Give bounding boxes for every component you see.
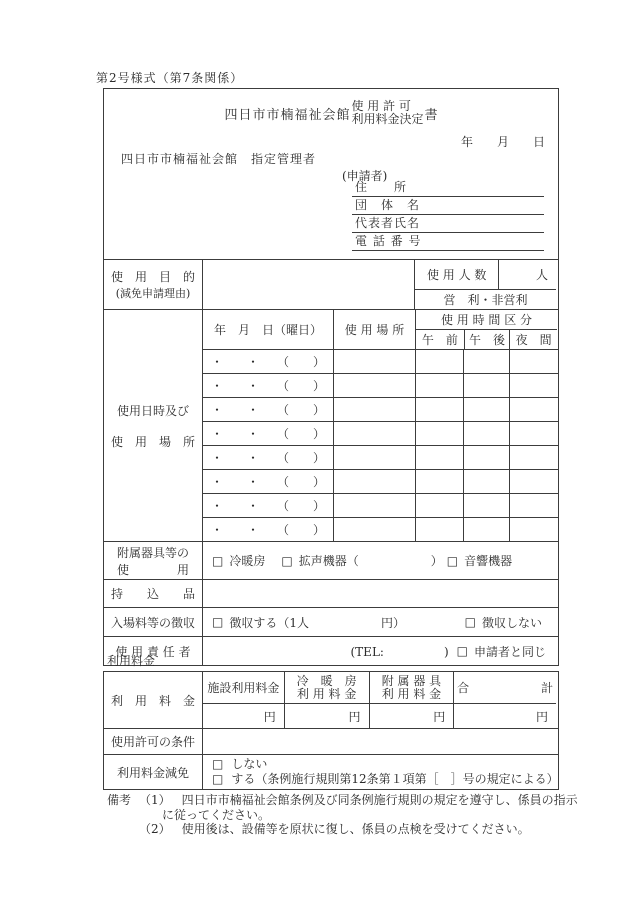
- date-col-header: 年 月 日（曜日）: [213, 323, 322, 337]
- date-input-cell[interactable]: ・ ・ （ ）: [210, 499, 325, 513]
- admission-header: 入場料等の徴収: [110, 615, 195, 630]
- usage-date-row: [203, 469, 558, 493]
- hvac-option: [212, 552, 265, 569]
- time-col-header: [415, 310, 557, 349]
- not-collect-label: 徴収しない: [481, 615, 542, 630]
- bring-in-header: 持 込 品: [110, 587, 195, 601]
- title-line-fee: 利用料金決定: [351, 112, 424, 126]
- loudspeaker-label: 拡声機器（ ）: [298, 554, 443, 568]
- remark-1-number: （1）: [139, 793, 171, 807]
- reduction-yes-label: する（条例施行規則第12条第１項第［ ］号の規定による）: [231, 772, 559, 786]
- reduction-yes-checkbox-icon[interactable]: □: [212, 772, 224, 786]
- bring-in-input-cell[interactable]: [202, 580, 556, 607]
- collect-label: 徴収する（1人 円）: [229, 615, 405, 630]
- applicant-fields: [352, 179, 544, 251]
- usage-date-row: [203, 349, 558, 373]
- time-am-cell[interactable]: [415, 494, 463, 517]
- loudspeaker-option: [281, 552, 442, 569]
- time-am-cell[interactable]: [415, 398, 463, 421]
- manager-section: [104, 636, 558, 665]
- time-pm-cell[interactable]: [463, 494, 509, 517]
- usage-date-row: [203, 493, 558, 517]
- time-am-cell[interactable]: [415, 446, 463, 469]
- admission-section: [104, 607, 558, 636]
- time-pm-cell[interactable]: [463, 446, 509, 469]
- reduction-header: 利用料金減免: [116, 765, 189, 780]
- same-as-applicant-checkbox-icon[interactable]: □: [456, 644, 468, 658]
- fee-amount-inputs: [203, 703, 556, 728]
- title-line-permit: 使 用 許 可: [351, 99, 411, 113]
- representative-label: 代表者氏名: [355, 216, 421, 230]
- remark-2-number: （2）: [139, 822, 171, 836]
- collect-checkbox-icon[interactable]: □: [212, 615, 224, 629]
- audio-checkbox-icon[interactable]: □: [446, 553, 459, 568]
- time-am-cell[interactable]: [415, 518, 463, 541]
- title-facility: 四日市市楠福祉会館: [224, 107, 351, 123]
- usage-date-row: [203, 517, 558, 541]
- same-as-applicant-label: 申請者と同じ: [473, 644, 546, 659]
- date-input-cell[interactable]: ・ ・ （ ）: [210, 427, 325, 441]
- facility-fee-input[interactable]: 円: [263, 709, 276, 724]
- time-pm-cell[interactable]: [463, 422, 509, 445]
- hvac-fee-header: 冷 暖 房 利 用 料 金: [284, 672, 369, 703]
- time-pm-header: 午 後: [464, 330, 510, 349]
- people-count-header: 使 用 人 数: [426, 268, 487, 282]
- date-input-cell[interactable]: ・ ・ （ ）: [210, 403, 325, 417]
- remark-1-continuation: に従ってください。: [162, 807, 271, 822]
- place-input-cell[interactable]: [333, 398, 415, 421]
- reduction-options: [202, 755, 559, 789]
- time-night-cell[interactable]: [509, 518, 557, 541]
- collect-option: [212, 614, 405, 631]
- loudspeaker-checkbox-icon[interactable]: □: [281, 553, 293, 568]
- fee-row-header: 利 用 料 金: [110, 693, 195, 708]
- reduction-no-option: [212, 757, 556, 772]
- profit-selector[interactable]: 営 利・非営利: [415, 289, 556, 309]
- time-night-cell[interactable]: [509, 494, 557, 517]
- not-collect-option: [465, 614, 542, 631]
- reduction-no-label: しない: [231, 757, 268, 771]
- datetime-header: 使用日時及び 使 用 場 所: [110, 403, 195, 449]
- group-name-field[interactable]: [352, 197, 544, 215]
- reduction-yes-option: [212, 772, 559, 787]
- fee-column-headers: [203, 672, 556, 703]
- addressee: 四日市市楠福祉会館 指定管理者: [121, 152, 317, 166]
- admission-options: [202, 608, 556, 636]
- time-night-cell[interactable]: [509, 398, 557, 421]
- form-number: 第2号様式（第7条関係）: [96, 71, 244, 85]
- conditions-input-cell[interactable]: [202, 729, 556, 754]
- time-am-cell[interactable]: [415, 422, 463, 445]
- manager-header: 使 用 責 任 者: [115, 644, 191, 659]
- place-input-cell[interactable]: [333, 350, 415, 373]
- date-input-cell[interactable]: ・ ・ （ ）: [210, 475, 325, 489]
- total-fee-header: 合 計: [453, 672, 556, 703]
- place-col-header: 使 用 場 所: [333, 310, 415, 349]
- time-night-cell[interactable]: [509, 374, 557, 397]
- applicant-label: (申請者): [342, 169, 388, 183]
- remarks-label: 備考: [107, 793, 132, 807]
- time-pm-cell[interactable]: [463, 374, 509, 397]
- same-as-applicant-option: [457, 643, 546, 660]
- people-count-input[interactable]: 人: [498, 260, 556, 289]
- time-night-header: 夜 間: [509, 330, 557, 349]
- address-field[interactable]: [352, 179, 544, 197]
- fee-amount-row: [104, 672, 558, 728]
- usage-date-row: [203, 445, 558, 469]
- usage-date-row: [203, 397, 558, 421]
- group-name-label: 団 体 名: [355, 198, 421, 212]
- people-block: [414, 260, 556, 309]
- grid-column-headers: [203, 310, 558, 349]
- permit-form-box: [103, 88, 559, 666]
- date-line[interactable]: 年 月 日: [460, 135, 545, 149]
- equipment-options: [202, 542, 556, 579]
- place-input-cell[interactable]: [333, 518, 415, 541]
- not-collect-checkbox-icon[interactable]: □: [464, 615, 476, 629]
- purpose-input-cell[interactable]: [202, 260, 414, 309]
- facility-fee-header: 施設利用料金: [207, 681, 280, 695]
- remark-2-text: 使用後は、設備等を原状に復し、係員の点検を受けてください。: [181, 822, 530, 836]
- fee-table: [103, 671, 559, 790]
- fee-section-label: 利用料金: [107, 654, 156, 668]
- place-input-cell[interactable]: [333, 494, 415, 517]
- manager-input-cell[interactable]: [202, 637, 556, 665]
- usage-date-row: [203, 373, 558, 397]
- time-night-cell[interactable]: [509, 446, 557, 469]
- bring-in-section: [104, 579, 558, 607]
- place-input-cell[interactable]: [333, 470, 415, 493]
- date-input-cell[interactable]: ・ ・ （ ）: [210, 523, 325, 537]
- datetime-section: [104, 309, 558, 541]
- date-input-cell[interactable]: ・ ・ （ ）: [210, 379, 325, 393]
- time-am-cell[interactable]: [415, 374, 463, 397]
- time-am-cell[interactable]: [415, 350, 463, 373]
- reduction-row: [104, 754, 558, 789]
- equipment-fee-input[interactable]: 円: [369, 704, 454, 728]
- time-pm-cell[interactable]: [463, 398, 509, 421]
- time-pm-cell[interactable]: [463, 518, 509, 541]
- place-input-cell[interactable]: [333, 422, 415, 445]
- time-pm-cell[interactable]: [463, 350, 509, 373]
- purpose-header: 使 用 目 的 (減免申請理由): [110, 270, 195, 300]
- address-label: 住 所: [355, 180, 408, 194]
- time-night-cell[interactable]: [509, 350, 557, 373]
- title-stack: [351, 100, 423, 126]
- place-input-cell[interactable]: [333, 446, 415, 469]
- phone-label: 電 話 番 号: [355, 234, 422, 248]
- conditions-row: [104, 728, 558, 754]
- reduction-no-checkbox-icon[interactable]: □: [212, 757, 224, 771]
- time-section-header: 使 用 時 間 区 分: [440, 313, 533, 327]
- time-pm-cell[interactable]: [463, 470, 509, 493]
- place-input-cell[interactable]: [333, 374, 415, 397]
- date-input-cell[interactable]: ・ ・ （ ）: [210, 355, 325, 369]
- phone-field[interactable]: [352, 233, 544, 251]
- audio-label: 音響機器: [464, 554, 513, 568]
- usage-date-row: [203, 421, 558, 445]
- hvac-label: 冷暖房: [229, 554, 266, 568]
- time-night-cell[interactable]: [509, 422, 557, 445]
- title-suffix: 書: [424, 107, 438, 123]
- form-header: [104, 89, 558, 259]
- conditions-header: 使用許可の条件: [110, 735, 195, 749]
- equipment-fee-header: 附 属 器 具 利 用 料 金: [369, 672, 454, 703]
- time-am-cell[interactable]: [415, 470, 463, 493]
- total-fee-input[interactable]: 円: [453, 704, 556, 728]
- representative-field[interactable]: [352, 215, 544, 233]
- hvac-checkbox-icon[interactable]: □: [212, 553, 224, 568]
- audio-option: [447, 552, 512, 569]
- purpose-section: [104, 259, 558, 309]
- time-night-cell[interactable]: [509, 470, 557, 493]
- equipment-header: 附属器具等の 使 用: [116, 545, 189, 577]
- equipment-section: [104, 541, 558, 579]
- time-am-header: 午 前: [421, 333, 458, 347]
- date-input-cell[interactable]: ・ ・ （ ）: [210, 451, 325, 465]
- manager-tel-field[interactable]: (TEL: ): [350, 644, 449, 659]
- form-title: [104, 100, 558, 126]
- hvac-fee-input[interactable]: 円: [284, 704, 369, 728]
- remark-1-text: 四日市市楠福祉会館条例及び同条例施行規則の規定を遵守し、係員の指示: [181, 793, 578, 807]
- remarks: [107, 793, 578, 837]
